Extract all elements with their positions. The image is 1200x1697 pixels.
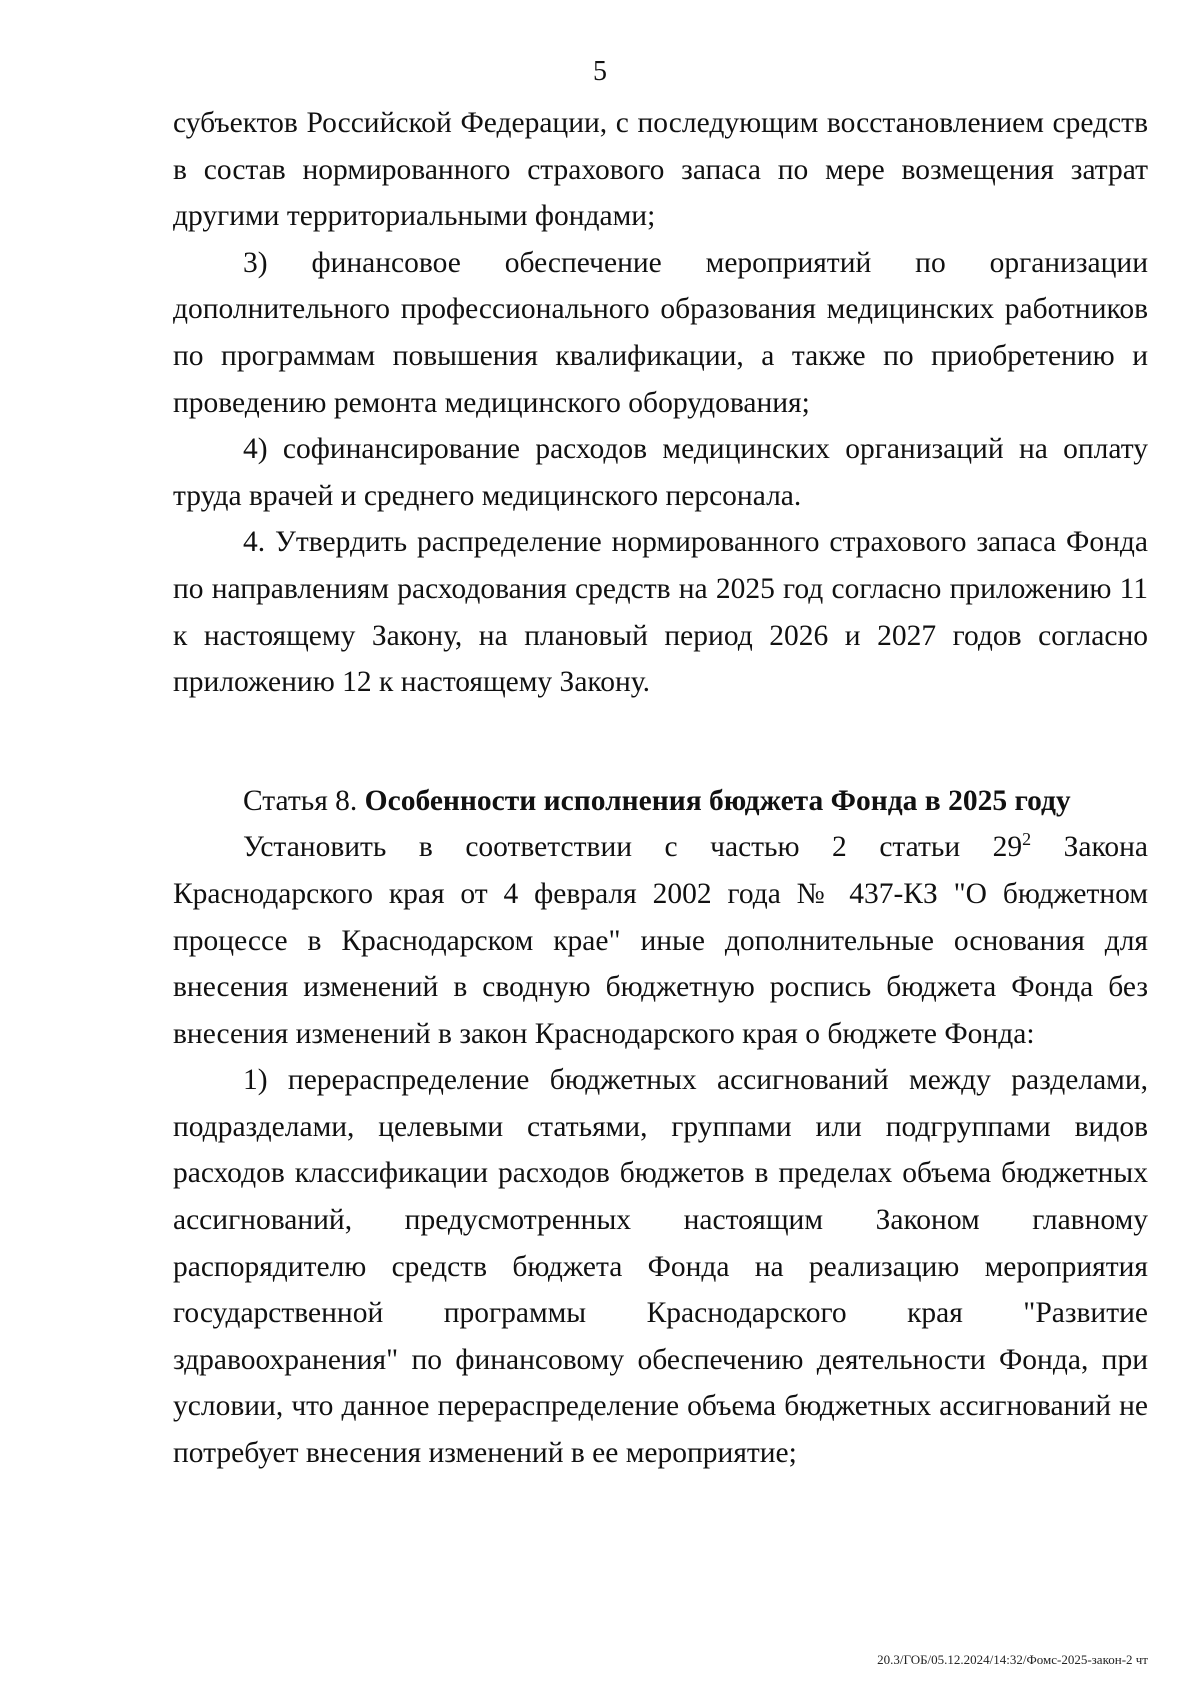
page-number: 5 [593, 56, 607, 87]
article-title: Особенности исполнения бюджета Фонда в 2025 году [364, 784, 1071, 817]
paragraph-item-3: 3) финансовое обеспечение мероприятий по организации дополнительного профессионального образования медицинских работников по программам повышения квалификации, а также по приобретению и проведению ремонта медицинского оборудования; [173, 246, 1148, 419]
article-intro-text-start: Установить в соответствии с частью 2 статьи 29 [243, 831, 1023, 864]
section-spacer [173, 706, 1148, 778]
article-paragraph-intro [173, 824, 1148, 1057]
article-label: Статья 8. [243, 784, 358, 817]
article-paragraph-item-1: 1) перераспределение бюджетных ассигнований между разделами, подразделами, целевыми статьями, группами или подгруппами видов расходов классификации расходов бюджетов в пределах объема бюджетных ассигнований, предусмотренных настоящим Законом главному распорядителю средств бюджета Фонда на реализацию мероприятия государственной программы Краснодарского края "Развитие здравоохранения" по финансовому обеспечению деятельности Фонда, при условии, что данное перераспределение объема бюджетных ассигнований не потребует внесения изменений в ее мероприятие; [173, 1064, 1148, 1470]
document-footer-code: 20.3/ГОБ/05.12.2024/14:32/Фомс-2025-закон-2 чт [877, 1652, 1148, 1667]
paragraph-item-4: 4) софинансирование расходов медицинских организаций на оплату труда врачей и среднего медицинского персонала. [173, 433, 1148, 512]
article-heading [173, 778, 1148, 825]
article-intro-text-end: Закона Краснодарского края от 4 февраля 2002 года № 437-КЗ "О бюджетном процессе в Краснодарском крае" иные дополнительные основания для внесения изменений в сводную бюджетную роспись бюджета Фонда без внесения изменений в закон Краснодарского края о бюджете Фонда: [173, 831, 1148, 1050]
article-intro-superscript: 2 [1022, 829, 1032, 850]
paragraph-clause-4: 4. Утвердить распределение нормированного страхового запаса Фонда по направлениям расходования средств на 2025 год согласно приложению 11 к настоящему Закону, на плановый период 2026 и 2027 годов согласно приложению 12 к настоящему Закону. [173, 526, 1148, 699]
document-body [173, 100, 1148, 1477]
paragraph-continuation: субъектов Российской Федерации, с последующим восстановлением средств в состав нормированного страхового запаса по мере возмещения затрат другими территориальными фондами; [173, 107, 1148, 233]
